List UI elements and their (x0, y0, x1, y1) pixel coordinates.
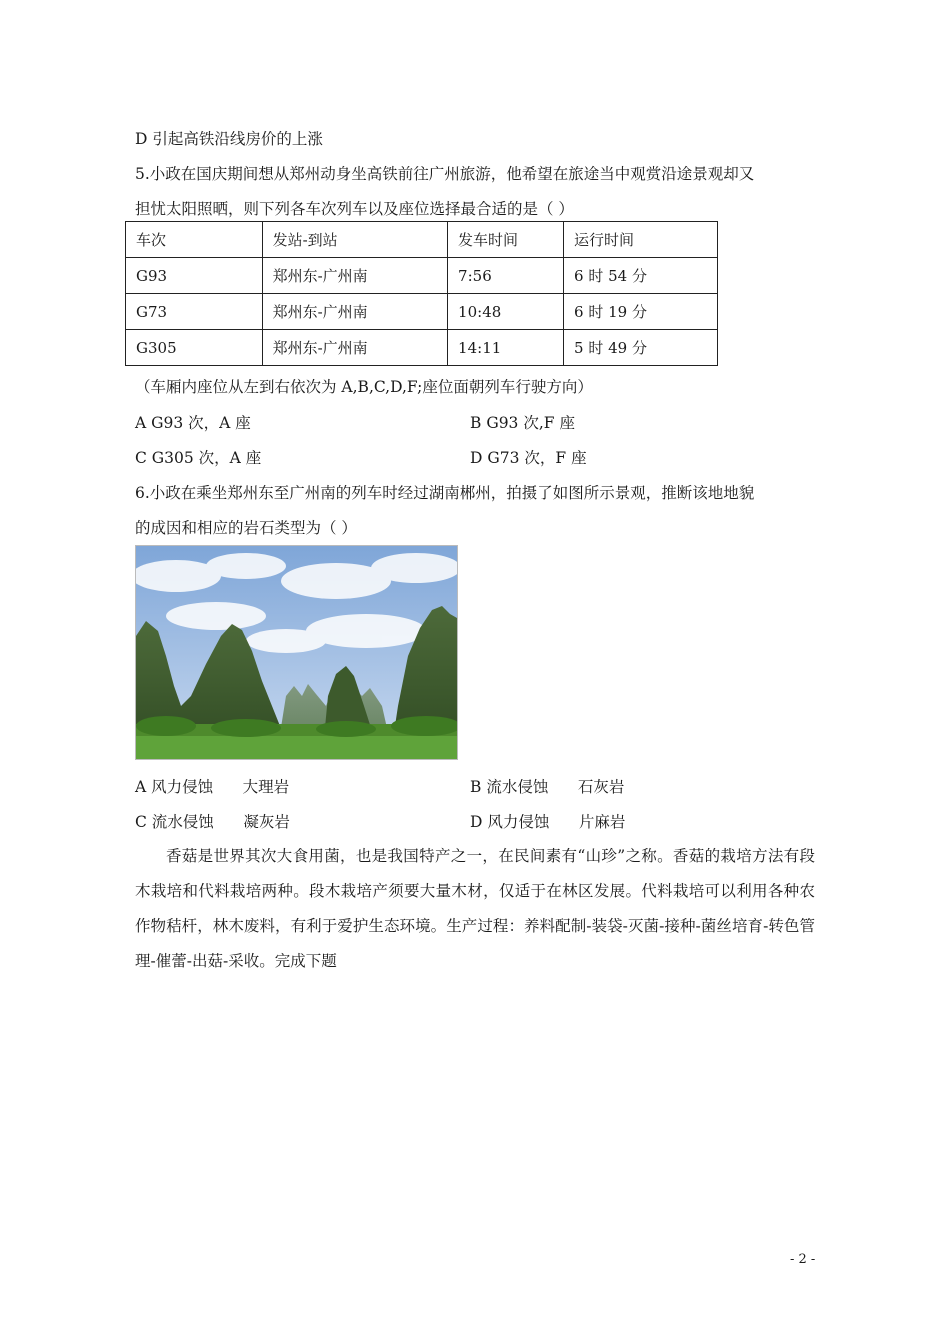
header-route: 发站-到站 (262, 222, 447, 258)
cell-duration: 5 时 49 分 (564, 330, 718, 366)
q6-option-b: B 流水侵蚀 石灰岩 (470, 778, 625, 796)
mushroom-passage: 香菇是世界其次大食用菌，也是我国特产之一，在民间素有“山珍”之称。香菇的栽培方法有段木栽培和代料栽培两种。段木栽培产须要大量木材，仅适于在林区发展。代料栽培可以利用各种农作物秸杆，林木废料，有利于爱护生态环境。生产过程：养料配制-装袋-灭菌-接种-菌丝培育-转色管理-催蕾-出菇-采收。完成下题 (135, 847, 815, 970)
table-row (126, 294, 718, 330)
q5-option-b: B G93 次,F 座 (470, 414, 575, 432)
cell-duration: 6 时 54 分 (564, 258, 718, 294)
cell-duration: 6 时 19 分 (564, 294, 718, 330)
cell-depart-time: 10:48 (448, 294, 564, 330)
page-number: - 2 - (790, 1252, 816, 1267)
header-depart-time: 发车时间 (448, 222, 564, 258)
cell-route: 郑州东-广州南 (262, 330, 447, 366)
cell-depart-time: 7:56 (448, 258, 564, 294)
prev-option-d: D 引起高铁沿线房价的上涨 (135, 130, 323, 148)
q6-option-c: C 流水侵蚀 凝灰岩 (135, 813, 290, 831)
karst-landscape-photo (135, 545, 458, 760)
table-row (126, 330, 718, 366)
q6-option-d: D 风力侵蚀 片麻岩 (470, 813, 626, 831)
cell-train-no: G93 (126, 258, 263, 294)
q6-stem-line2: 的成因和相应的岩石类型为（ ） (135, 519, 357, 537)
header-duration: 运行时间 (564, 222, 718, 258)
header-train-no: 车次 (126, 222, 263, 258)
cell-train-no: G73 (126, 294, 263, 330)
q5-seat-note: （车厢内座位从左到右依次为 A,B,C,D,F;座位面朝列车行驶方向） (135, 378, 593, 396)
cell-depart-time: 14:11 (448, 330, 564, 366)
train-schedule-table (125, 221, 718, 366)
q5-option-c: C G305 次，A 座 (135, 449, 262, 467)
table-row (126, 258, 718, 294)
cell-route: 郑州东-广州南 (262, 258, 447, 294)
q5-option-d: D G73 次，F 座 (470, 449, 587, 467)
q5-stem-line2: 担忧太阳照晒，则下列各车次列车以及座位选择最合适的是（ ） (135, 200, 574, 218)
table-header-row (126, 222, 718, 258)
q6-stem-line1: 6.小政在乘坐郑州东至广州南的列车时经过湖南郴州，拍摄了如图所示景观，推断该地地貌 (135, 484, 755, 502)
q6-option-a: A 风力侵蚀 大理岩 (135, 778, 290, 796)
q5-option-a: A G93 次，A 座 (135, 414, 251, 432)
cell-route: 郑州东-广州南 (262, 294, 447, 330)
cell-train-no: G305 (126, 330, 263, 366)
q5-stem-line1: 5.小政在国庆期间想从郑州动身坐高铁前往广州旅游，他希望在旅途当中观赏沿途景观却又 (135, 165, 755, 183)
